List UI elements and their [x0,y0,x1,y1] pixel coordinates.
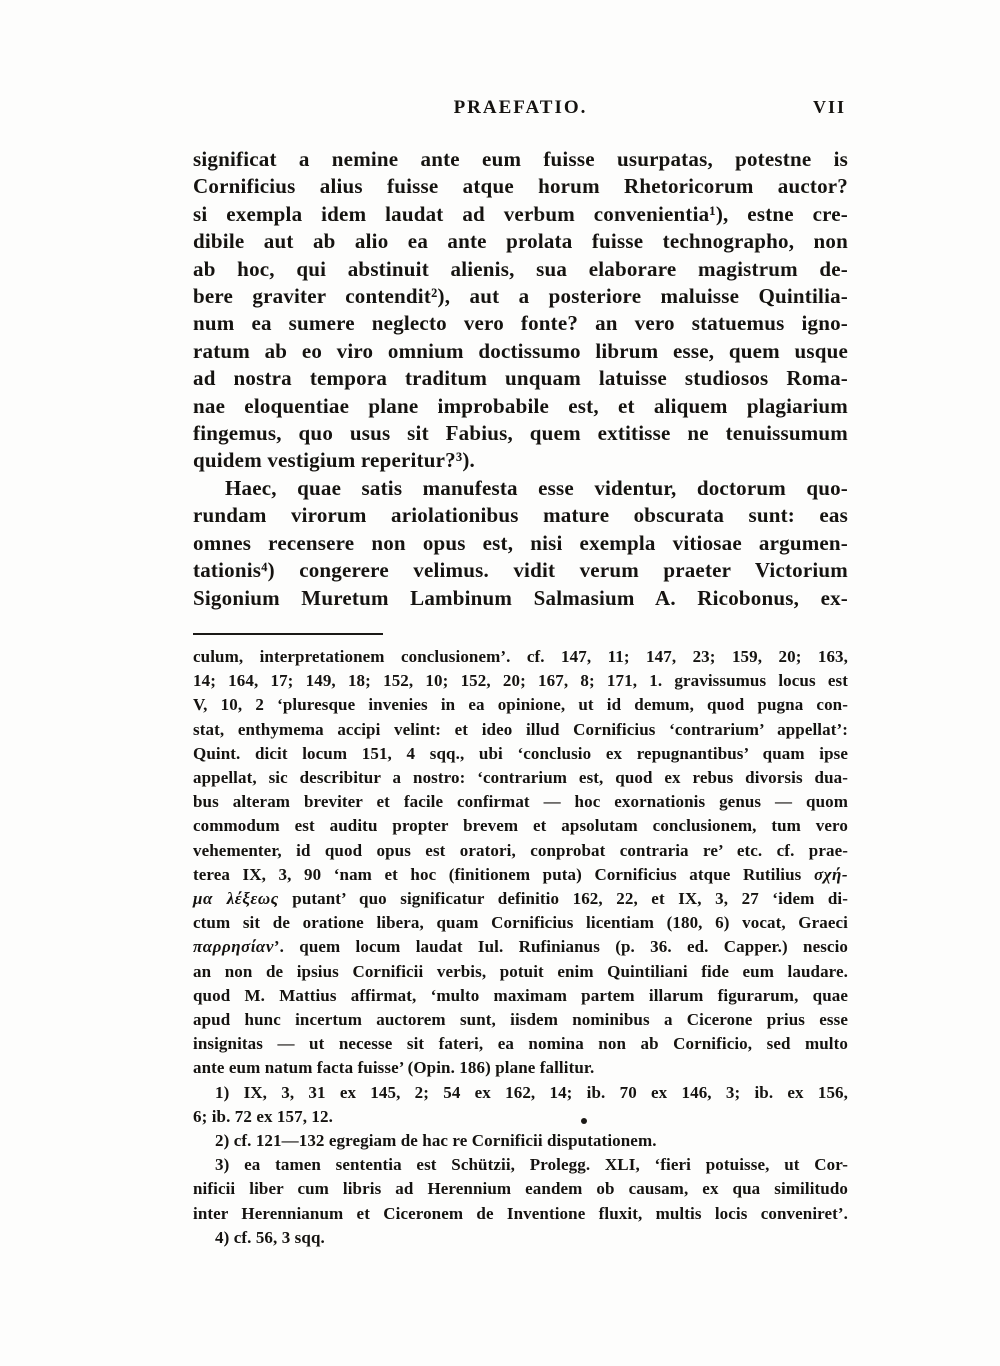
text-line: 2) cf. 121—132 egregiam de hac re Cornificii disputationem. [215,1131,657,1151]
text-line: rundam virorum ariolationibus mature obscurata sunt: eas [193,503,848,528]
text-line: significat a nemine ante eum fuisse usurpatas, potestne is [193,147,848,171]
main-text-block [193,146,848,612]
greek-text: μα λέξεως [193,889,279,909]
text-line: culum, interpretationem conclusionem’. cf. 147, 11; 147, 23; 159, 20; 163, [193,647,848,666]
text-line: 4) cf. 56, 3 sqq. [215,1227,325,1247]
text-line: παρρησίαν’. quem locum laudat Iul. Rufinianus (p. 36. ed. Capper.) nescio [193,937,848,957]
text-line: 1) IX, 3, 31 ex 145, 2; 54 ex 162, 14; ib. 70 ex 146, 3; ib. ex 156, [215,1082,848,1102]
text-line: V, 10, 2 ‘pluresque invenies in ea opinione, ut id demum, quod pugna con- [193,695,848,715]
text-line: 6; ib. 72 ex 157, 12. [193,1106,333,1126]
text-line: an non de ipsius Cornificii verbis, potuit enim Quintiliani fide eum laudare. [193,961,848,981]
text-line: 3) ea tamen sententia est Schützii, Prolegg. XLI, ‘fieri potuisse, ut Cor- [215,1155,848,1175]
text-line: tationis⁴) congerere velimus. vidit verum praeter Victorium [193,558,848,583]
text-line: μα λέξεως putant’ quo significatur definitio 162, 22, et IX, 3, 27 ‘idem di- [193,889,848,909]
text-line: bere graviter contendit²), aut a posteriore maluisse Quintilia- [193,284,848,309]
page-number: VII [812,97,846,117]
text-line: terea IX, 3, 90 ‘nam et hoc (finitionem puta) Cornificius atque Rutilius σχή- [193,864,848,884]
text-line: Quint. dicit locum 151, 4 sqq., ubi ‘conclusio ex repugnantibus’ quam ipse [193,743,848,763]
text-line: bus alteram breviter et facile confirmat — hoc exornationis genus — quom [193,792,848,812]
text-line: stat, enthymema accipi velint: et ideo illud Cornificius ‘contrarium’ appellat’: [193,719,848,739]
text-line: commodum est auditu propter brevem et apsolutam conclusionem, tum vero [193,816,848,836]
text-line: num ea sumere neglecto vero fonte? an vero statuemus igno- [193,311,848,336]
greek-text: σχή- [813,864,848,884]
text-line: Cornificius alius fuisse atque horum Rhetoricorum auctor? [193,174,848,199]
text-line: nae eloquentiae plane improbabile est, et aliquem plagiarium [193,393,848,418]
text-line: dibile aut ab alio ea ante prolata fuisse technographo, non [193,229,848,254]
text-line: Sigonium Muretum Lambinum Salmasium A. Ricobonus, ex- [193,585,848,610]
greek-text: παρρησίαν [193,937,274,957]
text-line: omnes recensere non opus est, nisi exempla vitiosae argumen- [193,530,848,555]
text-line: 14; 164, 17; 149, 18; 152, 10; 152, 20; 167, 8; 171, 1. gravissumus locus est [193,671,848,691]
text-line: appellat, sic describitur a nostro: ‘contrarium est, quod ex rebus divorsis dua- [193,768,848,788]
text-line: fingemus, quo usus sit Fabius, quem extitisse ne tenuissumum [193,421,848,446]
footnote-separator-rule [193,633,383,635]
text-line: quidem vestigium reperitur?³). [193,448,475,473]
text-line: si exempla idem laudat ad verbum convenientia¹), estne cre- [193,201,848,226]
text-line: ante eum natum facta fuisse’ (Opin. 186) plane fallitur. [193,1058,595,1078]
text-line: ctum sit de oratione libera, quam Cornificius licentiam (180, 6) vocat, Graeci [193,913,848,933]
text-line: Haec, quae satis manufesta esse videntur, doctorum quo- [225,475,848,500]
running-title: PRAEFATIO. [453,97,588,118]
footnotes-block [193,645,848,1250]
page-header [193,97,848,121]
text-line: ab hoc, qui abstinuit alienis, sua elaborare magistrum de- [193,256,848,281]
text-line: apud hunc incertum auctorem sunt, iisdem nominibus a Cicerone prius esse [193,1010,848,1030]
text-line: ad nostra tempora traditum unquam latuisse studiosos Roma- [193,366,848,391]
text-line: quod M. Mattius affirmat, ‘multo maximam partem illarum figurarum, quae [193,985,848,1005]
text-line: vehementer, id quod opus est oratori, conprobat contraria re’ etc. cf. prae- [193,840,848,860]
text-line: insignitas — ut necesse sit fateri, ea nomina non ab Cornificio, sed multo [193,1034,848,1054]
text-line: nificii liber cum libris ad Herennium eandem ob causam, ex qua similitudo [193,1179,848,1199]
text-line: inter Herennianum et Ciceronem de Inventione fluxit, multis locis conveniret’. [193,1203,848,1223]
ink-speck [581,1118,587,1124]
text-line: ratum ab eo viro omnium doctissumo librum esse, quem usque [193,338,848,363]
